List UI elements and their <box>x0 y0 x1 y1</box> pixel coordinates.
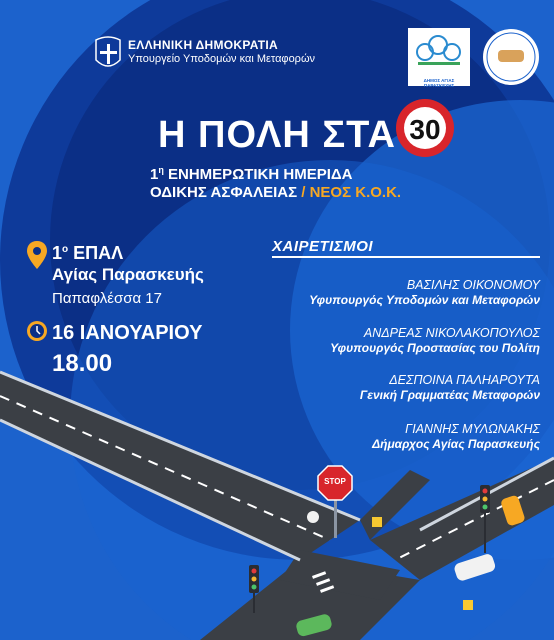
venue-area: Αγίας Παρασκευής <box>52 265 204 284</box>
venue-address: Παπαφλέσσα 17 <box>52 290 162 307</box>
gov-ministry: Υπουργείο Υποδομών και Μεταφορών <box>128 53 316 65</box>
speed-sign-number: 30 <box>409 114 441 145</box>
speaker-role: Δήμαρχος Αγίας Παρασκευής <box>372 437 540 451</box>
subtitle-ordinal-sup: η <box>158 165 164 175</box>
warning-sign-icon <box>463 600 473 610</box>
subtitle-ordinal: 1 <box>150 166 159 183</box>
speaker-role: Υφυπουργός Προστασίας του Πολίτη <box>330 341 540 355</box>
subtitle-line1 <box>150 165 353 183</box>
speaker-role: Γενική Γραμματέας Μεταφορών <box>359 388 540 402</box>
greetings-divider <box>272 256 540 258</box>
event-date: 16 ΙΑΝΟΥΑΡΙΟΥ <box>52 322 203 344</box>
page-title: Η ΠΟΛΗ ΣΤΑ <box>158 114 396 156</box>
subtitle-text1: ΕΝΗΜΕΡΩΤΙΚΗ ΗΜΕΡΙΔΑ <box>168 166 353 183</box>
greetings-title: ΧΑΙΡΕΤΙΣΜΟΙ <box>272 238 374 255</box>
road-sign-icon <box>307 511 319 523</box>
warning-sign-icon <box>372 517 382 527</box>
speaker-role: Υφυπουργός Υποδομών και Μεταφορών <box>309 293 540 307</box>
subtitle-line2 <box>150 184 401 201</box>
venue-school: ΕΠΑΛ <box>73 243 124 263</box>
speaker-name: ΑΝΔΡΕΑΣ ΝΙΚΟΛΑΚΟΠΟΥΛΟΣ <box>363 326 540 340</box>
event-time: 18.00 <box>52 350 113 377</box>
venue-number: 1 <box>52 243 63 263</box>
venue-number-sup: ο <box>62 244 69 255</box>
handshake-logo-icon <box>483 29 539 85</box>
speaker-name: ΒΑΣΙΛΗΣ ΟΙΚΟΝΟΜΟΥ <box>406 278 540 292</box>
stop-sign-text: STOP <box>324 477 346 486</box>
speaker-name: ΔΕΣΠΟΙΝΑ ΠΑΛΗΑΡΟΥΤΑ <box>389 373 540 387</box>
gov-title: ΕΛΛΗΝΙΚΗ ΔΗΜΟΚΡΑΤΙΑ <box>128 38 278 52</box>
subtitle-text2: ΟΔΙΚΗΣ ΑΣΦΑΛΕΙΑΣ <box>150 184 298 201</box>
clock-icon <box>27 321 47 341</box>
speaker-name: ΓΙΑΝΝΗΣ ΜΥΛΩΝΑΚΗΣ <box>405 422 540 436</box>
venue-name <box>52 243 123 264</box>
subtitle-highlight: / ΝΕΟΣ Κ.Ο.Κ. <box>301 184 402 201</box>
municipality-logo-text: ΔΗΜΟΣ ΑΓΙΑΣ ΠΑΡΑΣΚΕΥΗΣ <box>423 78 455 88</box>
